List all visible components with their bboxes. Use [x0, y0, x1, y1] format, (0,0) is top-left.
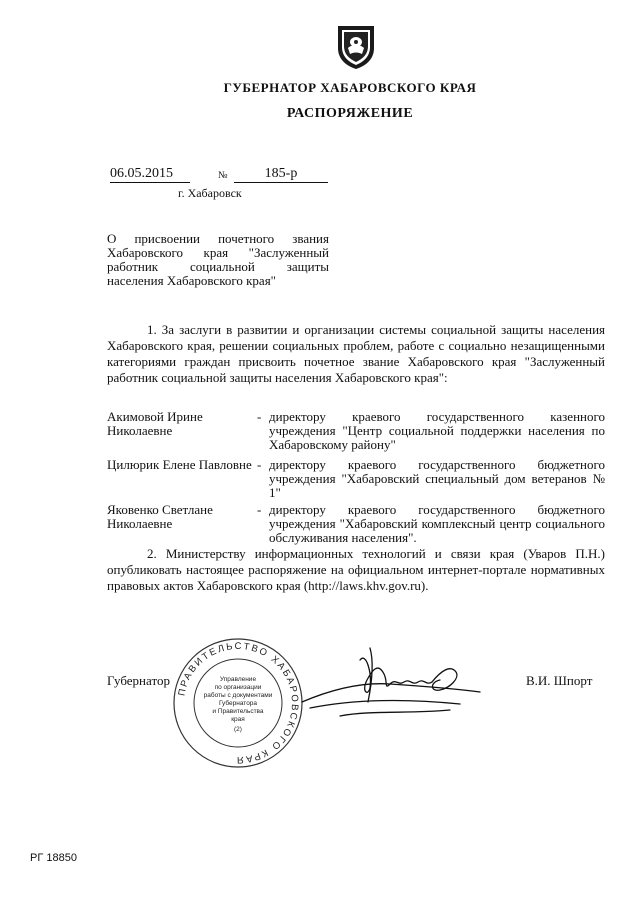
- awardee-dash: -: [257, 502, 262, 517]
- awardee-name: Яковенко Светлане Николаевне: [107, 502, 213, 531]
- awardee-dash: -: [257, 457, 262, 472]
- registration-number: РГ 18850: [30, 852, 77, 864]
- stamp-ring-text: ПРАВИТЕЛЬСТВО ХАБАРОВСКОГО КРАЯ: [176, 640, 301, 766]
- awardee-description: директору краевого государственного бюджетного учреждения "Хабаровский комплексный центр социального обслуживания населения".: [269, 502, 605, 545]
- awardee-description: директору краевого государственного казенного учреждения "Центр социальной поддержки населения по Хабаровскому району": [269, 409, 605, 452]
- number-label: №: [218, 170, 228, 181]
- paragraph-2: 2. Министерству информационных технологий и связи края (Уваров П.Н.) опубликовать настоящее распоряжение на официальном интернет-портале нормативных правовых актов Хабаровского края (http://laws.khv.gov.ru).: [107, 546, 605, 593]
- signer-name: В.И. Шпорт: [526, 673, 593, 688]
- document-subject: О присвоении почетного звания Хабаровского края "Заслуженный работник социальной защиты населения Хабаровского края": [107, 231, 329, 288]
- document-date: 06.05.2015: [110, 166, 190, 183]
- document-city: г. Хабаровск: [178, 186, 242, 200]
- awardee-name: Акимовой Ирине Николаевне: [107, 409, 203, 438]
- org-title: ГУБЕРНАТОР ХАБАРОВСКОГО КРАЯ: [223, 80, 477, 95]
- awardee-dash: -: [257, 409, 262, 424]
- stamp-line: по организации: [214, 684, 262, 691]
- coat-of-arms-emblem: [332, 22, 380, 70]
- stamp-line: края: [231, 716, 245, 723]
- stamp-line: Управление: [219, 676, 257, 683]
- paragraph-1: 1. За заслуги в развитии и организации системы социальной защиты населения Хабаровского края, решении социальных проблем, работе с социально незащищенными категориями граждан присвоить почетное звание Хабаровского края "Заслуженный работник социальной защиты населения Хабаровского края":: [107, 322, 605, 385]
- stamp-line: и Правительства: [212, 708, 264, 715]
- stamp-line: (2): [234, 726, 242, 733]
- document-number: 185-р: [234, 166, 328, 183]
- official-stamp: [172, 637, 304, 769]
- awardee-description: директору краевого государственного бюджетного учреждения "Хабаровский специальный дом ветеранов № 1": [269, 457, 605, 500]
- signer-position: Губернатор: [107, 673, 170, 688]
- handwritten-signature: [300, 642, 485, 727]
- stamp-line: работы с документами: [203, 692, 273, 699]
- stamp-line: Губернатора: [218, 700, 258, 707]
- document-type: РАСПОРЯЖЕНИЕ: [286, 106, 414, 121]
- awardee-name: Цилюрик Елене Павловне: [107, 457, 252, 472]
